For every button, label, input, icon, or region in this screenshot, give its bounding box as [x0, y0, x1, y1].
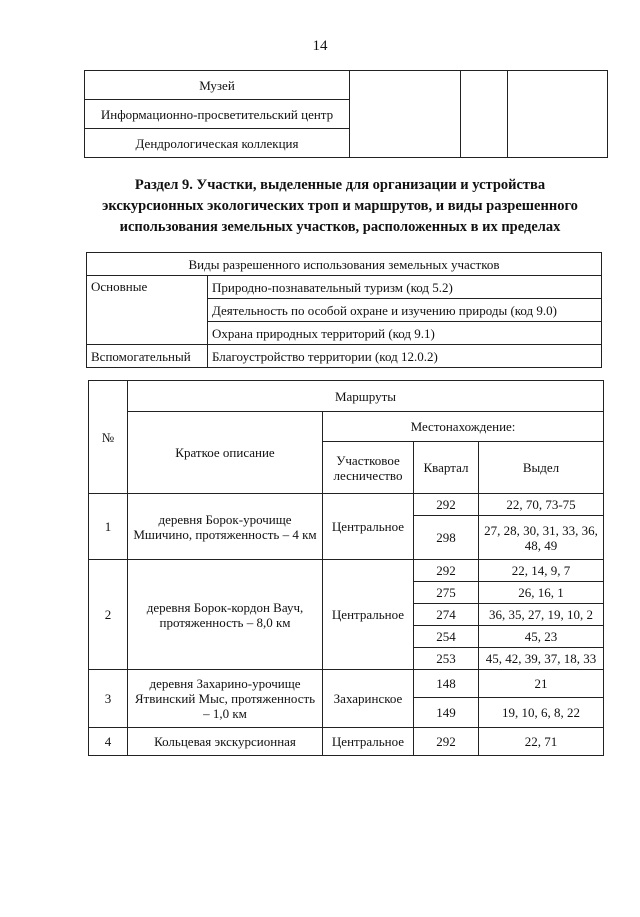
- route-kvartal: 292: [414, 560, 479, 582]
- route-lesnichestvo: Центральное: [323, 560, 414, 670]
- usage-item: Охрана природных территорий (код 9.1): [208, 322, 602, 345]
- col-lesnichestvo-header: Участковое лесничество: [323, 442, 414, 494]
- table-cell: Дендрологическая коллекция: [85, 129, 350, 158]
- route-vydel: 22, 70, 73-75: [479, 494, 604, 516]
- route-desc: деревня Борок-кордон Вауч, протяженность – 8,0 км: [128, 560, 323, 670]
- route-vydel: 36, 35, 27, 19, 10, 2: [479, 604, 604, 626]
- table-row: [85, 71, 608, 100]
- route-kvartal: 274: [414, 604, 479, 626]
- page-number: 14: [312, 38, 328, 54]
- route-desc: деревня Борок-урочище Мшичино, протяженность – 4 км: [128, 494, 323, 560]
- table-row: [87, 345, 602, 368]
- table-row: [89, 670, 604, 698]
- route-vydel: 22, 71: [479, 728, 604, 756]
- table-cell: Информационно-просветительский центр: [85, 100, 350, 129]
- section-title: [60, 175, 620, 238]
- route-no: 2: [89, 560, 128, 670]
- route-no: 4: [89, 728, 128, 756]
- empty-cell: [508, 71, 608, 158]
- table-row: [89, 412, 604, 442]
- table-row: [89, 728, 604, 756]
- route-lesnichestvo: Центральное: [323, 494, 414, 560]
- empty-cell: [350, 71, 461, 158]
- routes-table: [88, 380, 604, 756]
- usage-category-aux: Вспомогательный: [87, 345, 208, 368]
- table-row: [87, 253, 602, 276]
- route-vydel: 45, 23: [479, 626, 604, 648]
- route-no: 3: [89, 670, 128, 728]
- col-vydel-header: Выдел: [479, 442, 604, 494]
- usage-table-header: Виды разрешенного использования земельных участков: [87, 253, 602, 276]
- usage-item: Природно-познавательный туризм (код 5.2): [208, 276, 602, 299]
- usage-table: [86, 252, 602, 368]
- table-row: [89, 381, 604, 412]
- route-vydel: 21: [479, 670, 604, 698]
- route-vydel: 27, 28, 30, 31, 33, 36, 48, 49: [479, 516, 604, 560]
- table-row: [89, 494, 604, 516]
- route-kvartal: 149: [414, 698, 479, 728]
- table-row: [89, 560, 604, 582]
- col-desc-header: Краткое описание: [128, 412, 323, 494]
- route-kvartal: 148: [414, 670, 479, 698]
- top-table: [84, 70, 608, 158]
- route-kvartal: 292: [414, 494, 479, 516]
- col-no-header: №: [89, 381, 128, 494]
- route-lesnichestvo: Захаринское: [323, 670, 414, 728]
- route-kvartal: 298: [414, 516, 479, 560]
- section-title-line: Раздел 9. Участки, выделенные для организации и устройства: [134, 177, 546, 193]
- route-kvartal: 292: [414, 728, 479, 756]
- route-vydel: 45, 42, 39, 37, 18, 33: [479, 648, 604, 670]
- route-desc: Кольцевая экскурсионная: [128, 728, 323, 756]
- route-kvartal: 254: [414, 626, 479, 648]
- location-header: Местонахождение:: [323, 412, 604, 442]
- routes-header: Маршруты: [128, 381, 604, 412]
- section-title-line: использования земельных участков, расположенных в их пределах: [119, 219, 561, 235]
- section-title-line: экскурсионных экологических троп и маршрутов, и виды разрешенного: [102, 198, 578, 214]
- table-row: [87, 276, 602, 299]
- route-no: 1: [89, 494, 128, 560]
- route-desc: деревня Захарино-урочище Ятвинский Мыс, протяженность – 1,0 км: [128, 670, 323, 728]
- route-kvartal: 275: [414, 582, 479, 604]
- route-vydel: 22, 14, 9, 7: [479, 560, 604, 582]
- table-cell: Музей: [85, 71, 350, 100]
- route-vydel: 19, 10, 6, 8, 22: [479, 698, 604, 728]
- usage-item: Деятельность по особой охране и изучению природы (код 9.0): [208, 299, 602, 322]
- empty-cell: [461, 71, 508, 158]
- route-vydel: 26, 16, 1: [479, 582, 604, 604]
- usage-item: Благоустройство территории (код 12.0.2): [208, 345, 602, 368]
- route-lesnichestvo: Центральное: [323, 728, 414, 756]
- usage-category-main: Основные: [87, 276, 208, 345]
- route-kvartal: 253: [414, 648, 479, 670]
- col-kvartal-header: Квартал: [414, 442, 479, 494]
